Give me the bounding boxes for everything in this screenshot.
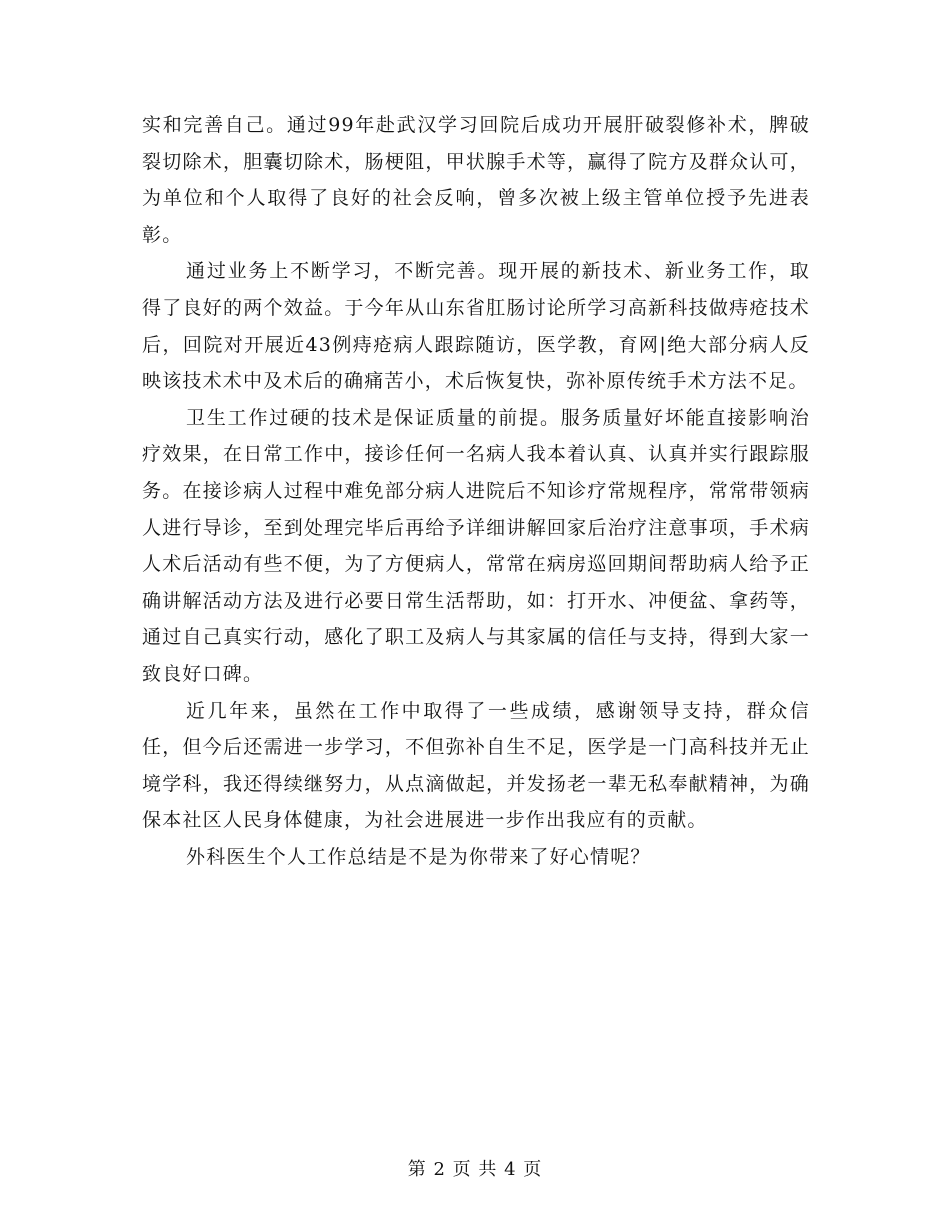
paragraph-future-plans: 近几年来，虽然在工作中取得了一些成绩，感谢领导支持，群众信任，但今后还需进一步学习，不但弥补自生不足，医学是一门高科技并无止境学科，我还得续继努力，从点滴做起，并发扬老一辈无私奉献精神，为确保本社区人民身体健康，为社会进展进一步作出我应有的贡献。 — [142, 699, 810, 832]
page-number-footer: 第 2 页 共 4 页 — [407, 1159, 543, 1180]
paragraph-new-techniques: 通过业务上不断学习，不断完善。现开展的新技术、新业务工作，取得了良好的两个效益。于今年从山东省肛肠讨论所学习高新科技做痔疮技术后，回院对开展近43例痔疮病人跟踪随访，医学教，育网|绝大部分病人反映该技术术中及术后的确痛苦小，术后恢复快，弥补原传统手术方法不足。 — [142, 260, 810, 393]
document-body — [142, 107, 810, 875]
paragraph-closing: 外科医生个人工作总结是不是为你带来了好心情呢？ — [186, 845, 651, 868]
paragraph-continuation: 实和完善自己。通过99年赴武汉学习回院后成功开展肝破裂修补术，脾破裂切除术，胆囊切除术，肠梗阻，甲状腺手术等，赢得了院方及群众认可，为单位和个人取得了良好的社会反响，曾多次被上级主管单位授予先进表彰。 — [142, 114, 810, 246]
paragraph-service-quality: 卫生工作过硬的技术是保证质量的前提。服务质量好坏能直接影响治疗效果，在日常工作中，接诊任何一名病人我本着认真、认真并实行跟踪服务。在接诊病人过程中难免部分病人进院后不知诊疗常规程序，常常带领病人进行导诊，至到处理完毕后再给予详细讲解回家后治疗注意事项，手术病人术后活动有些不便，为了方便病人，常常在病房巡回期间帮助病人给予正确讲解活动方法及进行必要日常生活帮助，如：打开水、冲便盆、拿药等，通过自己真实行动，感化了职工及病人与其家属的信任与支持，得到大家一致良好口碑。 — [142, 406, 810, 685]
